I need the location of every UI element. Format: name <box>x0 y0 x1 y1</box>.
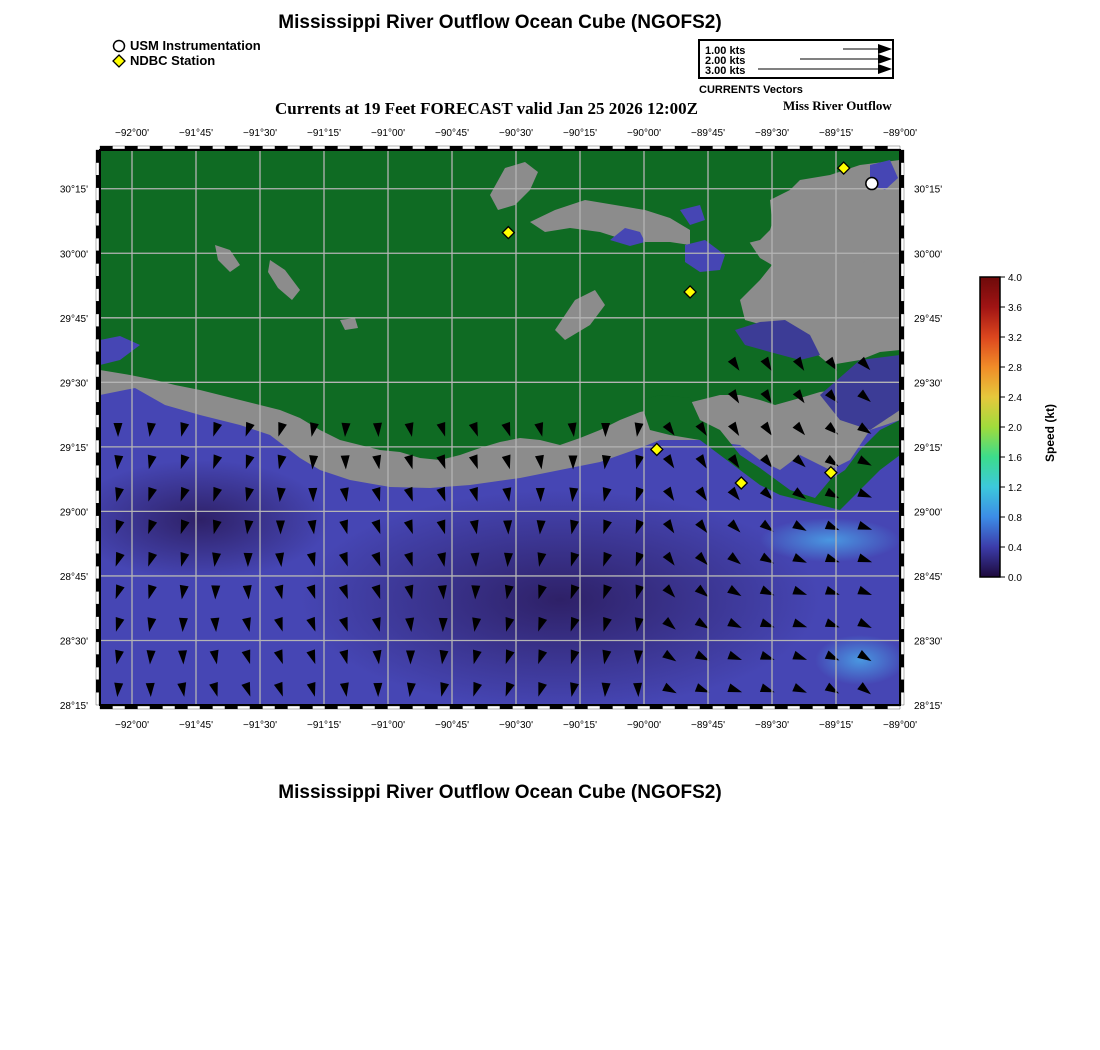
lon-tick-label: −90°15' <box>563 128 597 139</box>
colorbar-tick-label: 1.2 <box>1008 483 1022 494</box>
lon-tick-label: −89°15' <box>819 720 853 731</box>
lat-tick-label: 30°15' <box>914 184 943 196</box>
lat-tick-label: 28°45' <box>59 571 88 583</box>
lat-tick-label: 29°00' <box>914 507 943 519</box>
lon-tick-label: −89°15' <box>819 128 853 139</box>
lat-tick-label: 29°45' <box>914 313 943 325</box>
lat-tick-label: 29°15' <box>914 442 943 454</box>
lat-tick-label: 28°30' <box>59 636 88 648</box>
lon-tick-label: −91°45' <box>179 720 213 731</box>
lat-tick-label: 28°45' <box>914 571 943 583</box>
lat-tick-label: 29°00' <box>59 507 88 519</box>
colorbar-tick-label: 4.0 <box>1008 273 1022 284</box>
colorbar-tick-label: 3.2 <box>1008 333 1022 344</box>
lon-tick-label: −90°00' <box>627 720 661 731</box>
lat-tick-label: 30°00' <box>59 249 88 261</box>
lat-tick-label: 29°30' <box>59 378 88 390</box>
lon-tick-label: −89°30' <box>755 720 789 731</box>
colorbar-ramp <box>980 277 1000 577</box>
lon-tick-label: −91°45' <box>179 128 213 139</box>
vector-key-label-1: 1.00 kts <box>705 45 746 57</box>
lon-tick-label: −90°45' <box>435 720 469 731</box>
lon-tick-label: −89°30' <box>755 128 789 139</box>
colorbar-tick-label: 2.0 <box>1008 423 1022 434</box>
lon-tick-label: −90°30' <box>499 128 533 139</box>
lat-tick-label: 28°30' <box>914 636 943 648</box>
colorbar-ticks <box>1000 273 1022 584</box>
lat-tick-label: 29°30' <box>914 378 943 390</box>
colorbar-tick-label: 0.0 <box>1008 573 1022 584</box>
vector-key-label-3: 3.00 kts <box>705 65 746 77</box>
lat-tick-label: 29°45' <box>59 313 88 325</box>
lon-tick-label: −89°00' <box>883 720 917 731</box>
lon-tick-label: −91°15' <box>307 128 341 139</box>
speed-colorbar <box>960 260 1080 590</box>
vector-key-caption: CURRENTS Vectors <box>699 84 803 96</box>
colorbar-tick-label: 1.6 <box>1008 453 1022 464</box>
lon-tick-label: −91°30' <box>243 128 277 139</box>
colorbar-tick-label: 0.8 <box>1008 513 1022 524</box>
lon-tick-label: −89°00' <box>883 128 917 139</box>
lon-tick-label: −92°00' <box>115 128 149 139</box>
colorbar-tick-label: 0.4 <box>1008 543 1022 554</box>
lon-tick-label: −90°00' <box>627 128 661 139</box>
colorbar-tick-label: 2.8 <box>1008 363 1022 374</box>
lon-tick-label: −92°00' <box>115 720 149 731</box>
lat-tick-label: 30°15' <box>59 184 88 196</box>
colorbar-tick-label: 3.6 <box>1008 303 1022 314</box>
secondary-title: Mississippi River Outflow Ocean Cube (NGOFS2) <box>278 782 722 803</box>
lon-tick-label: −91°00' <box>371 720 405 731</box>
lon-tick-label: −90°15' <box>563 720 597 731</box>
usm-station-marker[interactable] <box>866 178 878 190</box>
vector-key-label-2: 2.00 kts <box>705 55 746 67</box>
lat-tick-label: 28°15' <box>59 701 88 712</box>
map-title: Mississippi River Outflow Ocean Cube (NGOFS2) <box>278 12 722 33</box>
dark-current-patch-2 <box>70 460 330 580</box>
lon-tick-label: −89°45' <box>691 128 725 139</box>
colorbar-label: Speed (kt) <box>1043 403 1057 462</box>
lat-tick-label: 28°15' <box>914 701 943 712</box>
legend-ndbc-label: NDBC Station <box>130 53 216 68</box>
plume-patch-3 <box>815 635 905 685</box>
lat-tick-label: 30°00' <box>914 249 943 261</box>
lat-tick-label: 29°15' <box>59 442 88 454</box>
lon-tick-label: −89°45' <box>691 720 725 731</box>
lon-tick-label: −91°15' <box>307 720 341 731</box>
lon-tick-label: −90°30' <box>499 720 533 731</box>
colorbar-tick-label: 2.4 <box>1008 393 1022 404</box>
lon-tick-label: −90°45' <box>435 128 469 139</box>
lon-tick-label: −91°00' <box>371 128 405 139</box>
region-label: Miss River Outflow <box>783 98 892 113</box>
lon-tick-label: −91°30' <box>243 720 277 731</box>
legend-usm-label: USM Instrumentation <box>130 38 261 53</box>
forecast-subtitle: Currents at 19 Feet FORECAST valid Jan 25 2026 12:00Z <box>275 99 698 118</box>
